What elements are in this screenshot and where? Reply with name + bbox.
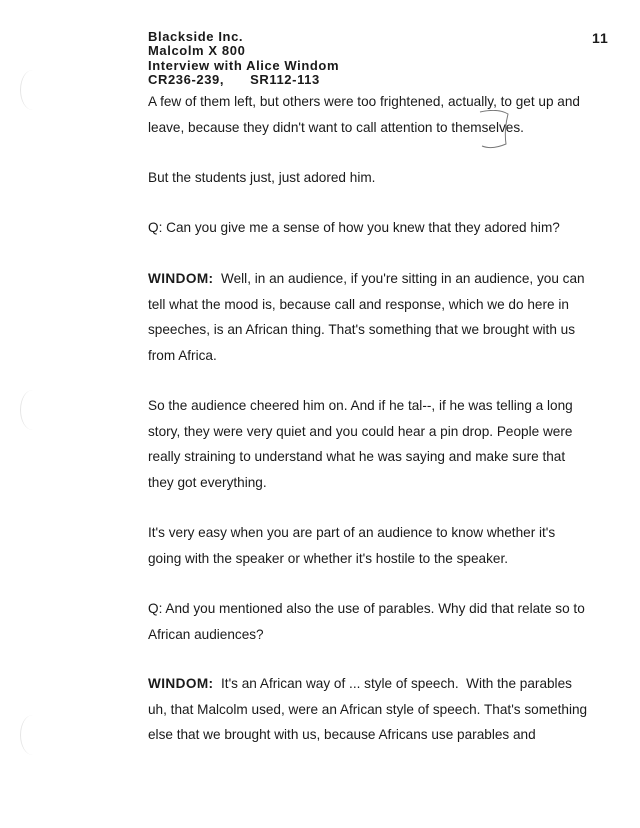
text-line: But the students just, just adored him. — [148, 170, 376, 185]
text-line: Q: Can you give me a sense of how you knew that they adored him? — [148, 220, 560, 235]
interview-title: Interview with Alice Windom — [148, 57, 340, 73]
transcript-paragraph — [148, 520, 555, 571]
text-line: A few of them left, but others were too frightened, actually, to get up and — [148, 94, 580, 109]
text-line: It's very easy when you are part of an audience to know whether it's — [148, 525, 556, 540]
text-line: tell what the mood is, because call and response, which we do here in — [148, 296, 569, 312]
text-line: story, they were very quiet and you could hear a pin drop. People were — [148, 423, 573, 439]
transcript-paragraph — [148, 89, 580, 140]
speaker-label: WINDOM: — [148, 271, 214, 286]
question-paragraph — [148, 596, 585, 647]
roll-numbers: CR236-239, SR112-113 — [148, 71, 320, 87]
text-line: So the audience cheered him on. And if he tal--, if he was telling a long — [148, 398, 573, 413]
text-line: WINDOM: It's an African way of ... style of speech. With the parables — [148, 676, 572, 691]
question-paragraph — [148, 215, 560, 241]
text-line: really straining to understand what he was saying and make sure that — [148, 449, 566, 464]
text-line: from Africa. — [148, 347, 217, 363]
transcript-paragraph — [148, 393, 573, 495]
answer-paragraph — [148, 266, 585, 368]
transcript-paragraph — [148, 165, 375, 191]
production-title: Malcolm X 800 — [148, 43, 246, 59]
text-line: uh, that Malcolm used, were an African style of speech. That's something — [148, 701, 588, 717]
binder-hole-mark — [20, 70, 45, 110]
text-line: Q: And you mentioned also the use of parables. Why did that relate so to — [148, 601, 585, 616]
binder-hole-mark — [20, 715, 45, 755]
document-header — [148, 30, 339, 87]
text-line: African audiences? — [148, 626, 264, 642]
answer-paragraph — [148, 671, 587, 748]
text-line: going with the speaker or whether it's hostile to the speaker. — [148, 550, 509, 566]
text-line: they got everything. — [148, 474, 267, 490]
text-line: else that we brought with us, because Africans use parables and — [148, 727, 536, 742]
speaker-label: WINDOM: — [148, 676, 214, 691]
company-name: Blackside Inc. — [148, 29, 244, 44]
page-number: 11 — [592, 30, 609, 46]
text-line: speeches, is an African thing. That's something that we brought with us — [148, 322, 576, 337]
text-line: leave, because they didn't want to call attention to themselves. — [148, 119, 524, 135]
text-line: WINDOM: Well, in an audience, if you're sitting in an audience, you can — [148, 271, 585, 286]
binder-hole-mark — [20, 390, 45, 430]
